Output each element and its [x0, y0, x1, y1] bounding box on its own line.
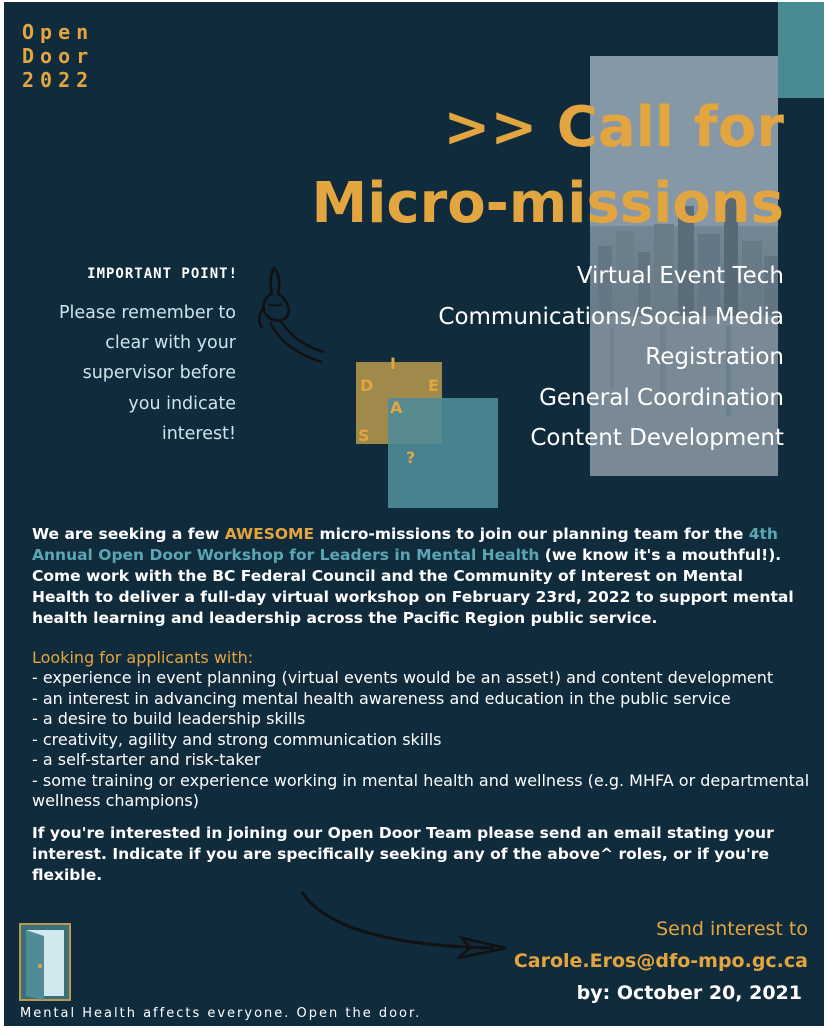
intro-awesome: AWESOME [224, 525, 315, 543]
brand-logo-text [22, 20, 94, 92]
contact-email-link[interactable]: Carole.Eros@dfo-mpo.gc.ca [513, 950, 808, 972]
open-door-icon [18, 922, 74, 1002]
poster [4, 2, 824, 1026]
title-line-2: Micro-missions [311, 171, 784, 236]
requirement-item: - creativity, agility and strong communication skills [32, 729, 442, 749]
role-item: General Coordination [539, 384, 784, 411]
important-note [24, 298, 236, 449]
role-item: Content Development [530, 425, 784, 451]
requirement-item: - an interest in advancing mental health awareness and education in the public service [32, 688, 731, 708]
ideas-letter: D [360, 376, 374, 395]
requirements-list [32, 668, 815, 812]
important-line: supervisor before [82, 363, 236, 384]
intro-text: micro-missions to join our planning team for the [314, 525, 749, 543]
requirement-item: - a self-starter and risk-taker [32, 750, 261, 769]
ideas-letter: ? [406, 448, 416, 467]
pointing-finger-icon [244, 260, 334, 370]
important-title: IMPORTANT POINT! [87, 266, 238, 282]
send-interest-label: Send interest to [656, 918, 808, 940]
intro-workshop-name: 4th Annual Open Door Workshop for Leaders in Mental Health [32, 525, 778, 564]
brand-line-3: 2022 [22, 68, 95, 92]
page-title [311, 90, 784, 242]
ideas-letter: I [390, 354, 396, 373]
requirement-item: - a desire to build leadership skills [32, 709, 306, 728]
looking-title: Looking for applicants with: [32, 648, 254, 667]
role-item: Virtual Event Tech [576, 263, 784, 289]
important-line: Please remember to [59, 303, 236, 323]
intro-text: We are seeking a few [32, 525, 225, 543]
important-line: you indicate [128, 393, 236, 414]
ideas-letter: S [358, 426, 370, 445]
teal-accent-block [778, 2, 824, 98]
intro-paragraph [32, 524, 802, 629]
closing-paragraph: If you're interested in joining our Open Door Team please send an email stating your interest. Indicate if you are specifically seeking any of the above^ roles, or if you're flexible. [32, 824, 774, 884]
ideas-letter: A [390, 398, 403, 417]
brand-line-2: Door [22, 44, 95, 68]
role-item: Registration [645, 344, 784, 370]
important-line: interest! [161, 423, 236, 444]
important-line: clear with your [105, 333, 236, 354]
deadline-text: by: October 20, 2021 [576, 982, 802, 1004]
ideas-square-teal [388, 398, 498, 508]
intro-text: (we know it's a mouthful!). Come work with the BC Federal Council and the Community of Interest on Mental Health to deliver a full-day virtual workshop on February 23rd, 2022 to support mental health learning and leadership across the Pacific Region public service. [32, 546, 794, 627]
requirement-item: - some training or experience working in mental health and wellness (e.g. MHFA or departmental wellness champions) [32, 770, 815, 810]
role-item: Communications/Social Media [438, 303, 784, 330]
brand-line-1: Open [22, 20, 95, 44]
requirement-item: - experience in event planning (virtual events would be an asset!) and content development [32, 668, 774, 687]
title-line-1: >> Call for [443, 95, 784, 160]
ideas-letter: E [428, 376, 439, 395]
arrow-icon [294, 886, 524, 966]
tagline: Mental Health affects everyone. Open the door. [20, 1006, 422, 1021]
